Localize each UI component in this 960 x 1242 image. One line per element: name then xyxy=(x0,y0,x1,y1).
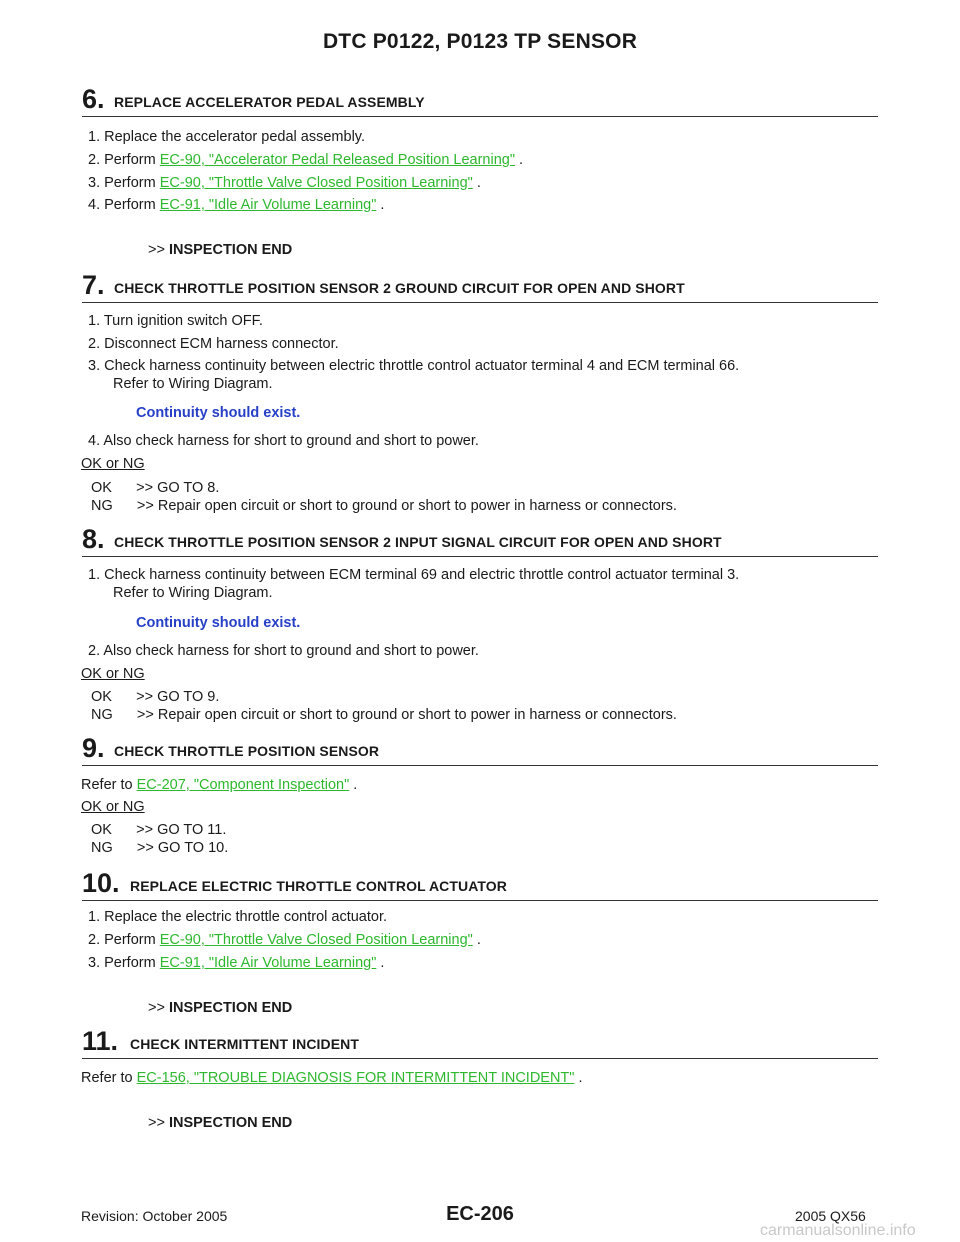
page-title: DTC P0122, P0123 TP SENSOR xyxy=(322,30,638,53)
link-throttle-valve-learning[interactable]: EC-90, "Throttle Valve Closed Position Learning" xyxy=(159,175,473,191)
step-text: . xyxy=(376,197,385,213)
inspection-end xyxy=(148,241,292,259)
section-title: CHECK THROTTLE POSITION SENSOR 2 INPUT SIGNAL CIRCUIT FOR OPEN AND SHORT xyxy=(114,534,722,550)
link-idle-air-volume-learning[interactable]: EC-91, "Idle Air Volume Learning" xyxy=(159,197,377,213)
step-text: 1. Replace the accelerator pedal assembly. xyxy=(88,129,365,145)
section-9-header xyxy=(82,733,878,766)
ok-ng-label: OK or NG xyxy=(81,456,145,472)
step-text: 4. Perform xyxy=(88,197,160,213)
result-prefix: >> xyxy=(148,1115,165,1131)
ok-result: OK >> GO TO 9. xyxy=(91,689,220,705)
step-text: 3. Perform xyxy=(88,175,160,191)
result-text: INSPECTION END xyxy=(164,1115,293,1131)
section-6-header xyxy=(82,84,878,117)
section-title: CHECK INTERMITTENT INCIDENT xyxy=(130,1036,360,1052)
step-text: 3. Check harness continuity between electric throttle control actuator terminal 4 and ECM terminal 66. xyxy=(88,358,740,374)
link-intermittent-incident[interactable]: EC-156, "TROUBLE DIAGNOSIS FOR INTERMITTENT INCIDENT" xyxy=(136,1070,575,1086)
ref-text: . xyxy=(349,777,358,793)
step-text: 1. Check harness continuity between ECM terminal 69 and electric throttle control actuator terminal 3. xyxy=(88,567,740,583)
section-7-header xyxy=(82,270,878,303)
step-line xyxy=(88,931,481,949)
step-text: . xyxy=(376,955,385,971)
section-number: 8. xyxy=(82,524,105,554)
step-line xyxy=(88,174,481,192)
inspection-end xyxy=(148,1114,292,1132)
inspection-end xyxy=(148,999,292,1017)
section-title: REPLACE ELECTRIC THROTTLE CONTROL ACTUATOR xyxy=(130,878,508,894)
link-idle-air-volume-learning[interactable]: EC-91, "Idle Air Volume Learning" xyxy=(159,955,377,971)
step-text: 2. Perform xyxy=(88,932,160,948)
reference-line xyxy=(81,776,357,794)
section-title: REPLACE ACCELERATOR PEDAL ASSEMBLY xyxy=(114,94,425,110)
step-line xyxy=(88,151,523,169)
section-title: CHECK THROTTLE POSITION SENSOR xyxy=(114,743,380,759)
step-text: 4. Also check harness for short to ground and short to power. xyxy=(88,433,479,449)
ref-text: Refer to xyxy=(81,777,137,793)
ok-ng-label: OK or NG xyxy=(81,666,145,682)
result-text: INSPECTION END xyxy=(164,242,293,258)
ok-ng-label: OK or NG xyxy=(81,799,145,815)
step-text: Refer to Wiring Diagram. xyxy=(113,376,273,392)
section-10-header xyxy=(82,868,878,901)
spec-text: Continuity should exist. xyxy=(136,615,301,631)
model-name: 2005 QX56 xyxy=(795,1208,866,1224)
reference-line xyxy=(81,1069,583,1087)
link-component-inspection[interactable]: EC-207, "Component Inspection" xyxy=(136,777,350,793)
ref-text: Refer to xyxy=(81,1070,137,1086)
page-number: EC-206 xyxy=(446,1203,514,1225)
step-text: . xyxy=(472,175,481,191)
step-text: . xyxy=(472,932,481,948)
watermark: carmanualsonline.info xyxy=(760,1222,916,1239)
ok-result: OK >> GO TO 11. xyxy=(91,822,227,838)
spec-text: Continuity should exist. xyxy=(136,405,301,421)
section-number: 9. xyxy=(82,733,105,763)
section-number: 6. xyxy=(82,84,105,114)
section-title: CHECK THROTTLE POSITION SENSOR 2 GROUND CIRCUIT FOR OPEN AND SHORT xyxy=(114,280,685,296)
ng-result: NG >> Repair open circuit or short to ground or short to power in harness or connectors. xyxy=(91,498,677,514)
step-text: 2. Also check harness for short to ground and short to power. xyxy=(88,643,479,659)
ng-result: NG >> Repair open circuit or short to ground or short to power in harness or connectors. xyxy=(91,707,677,723)
result-prefix: >> xyxy=(148,242,165,258)
link-throttle-valve-learning[interactable]: EC-90, "Throttle Valve Closed Position Learning" xyxy=(159,932,473,948)
step-text: 2. Perform xyxy=(88,152,160,168)
step-text: . xyxy=(515,152,524,168)
revision-date: Revision: October 2005 xyxy=(81,1208,228,1224)
ng-result: NG >> GO TO 10. xyxy=(91,840,229,856)
result-prefix: >> xyxy=(148,1000,165,1016)
step-line xyxy=(88,954,384,972)
section-8-header xyxy=(82,524,878,557)
step-text: 1. Replace the electric throttle control actuator. xyxy=(88,909,388,925)
step-text: 2. Disconnect ECM harness connector. xyxy=(88,336,339,352)
section-number: 10. xyxy=(82,868,120,898)
step-text: Refer to Wiring Diagram. xyxy=(113,585,273,601)
step-line xyxy=(88,196,384,214)
result-text: INSPECTION END xyxy=(164,1000,293,1016)
ref-text: . xyxy=(574,1070,583,1086)
section-11-header xyxy=(82,1026,878,1059)
section-number: 11. xyxy=(82,1026,119,1056)
step-text: 3. Perform xyxy=(88,955,160,971)
ok-result: OK >> GO TO 8. xyxy=(91,480,220,496)
section-number: 7. xyxy=(82,270,105,300)
link-accelerator-pedal-learning[interactable]: EC-90, "Accelerator Pedal Released Position Learning" xyxy=(159,152,515,168)
step-text: 1. Turn ignition switch OFF. xyxy=(88,313,263,329)
